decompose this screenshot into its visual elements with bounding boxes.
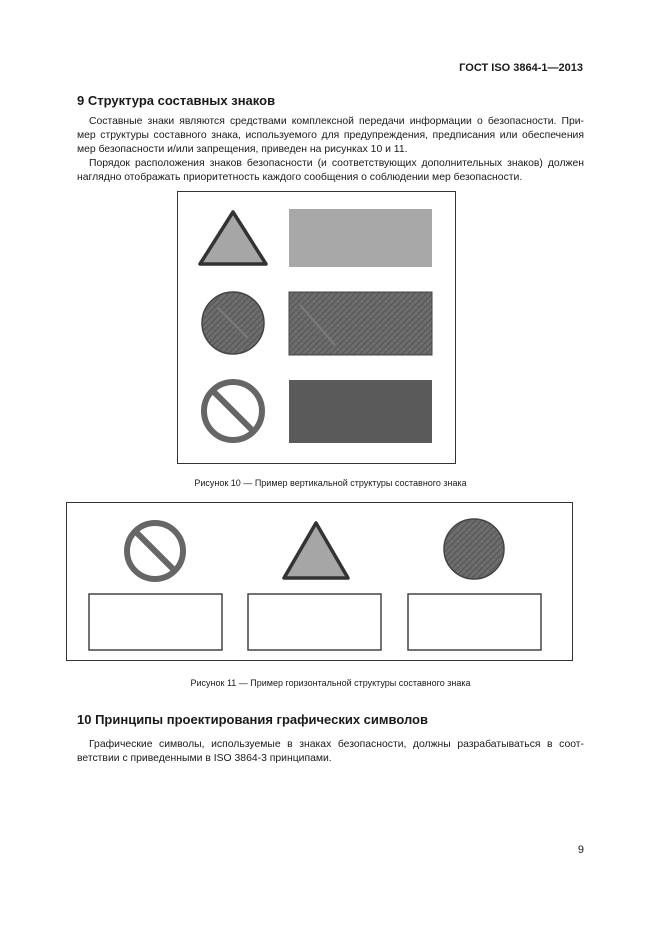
figure-10-caption: Рисунок 10 — Пример вертикальной структуры составного знака [194,478,467,488]
text-line: мер безопасности и/или запрещения, приведен на рисунках 10 и 11. [77,144,408,155]
text-line: наглядно отображать приоритетность каждого сообщения о соблюдении мер безопасности. [77,172,523,183]
section-9-title: 9 Структура составных знаков [77,93,276,108]
warning-triangle-icon [284,523,348,578]
section-10-paragraph [77,738,584,766]
text-line: Порядок расположения знаков безопасности (и соответствующих дополнительных знаков) должен [89,158,584,169]
text-line: ветствии с приведенными в ISO 3864-3 принципами. [77,753,332,764]
mandatory-circle-icon [444,519,504,579]
supplementary-panel-empty [248,594,381,650]
supplementary-panel-empty [408,594,541,650]
figure-11-caption: Рисунок 11 — Пример горизонтальной структуры составного знака [190,678,471,688]
text-line: Составные знаки являются средствами комплексной передачи информации о безопасности. При- [89,116,584,127]
section-10-title: 10 Принципы проектирования графических символов [77,712,428,727]
supplementary-panel-empty [89,594,222,650]
page-number: 9 [577,844,584,856]
text-line: Графические символы, используемые в знаках безопасности, должны разрабатываться в соот- [89,739,584,750]
text-line: мер структуры составного знака, используемого для предупреждения, предписания или обеспечения [77,130,584,141]
document-header: ГОСТ ISO 3864-1—2013 [459,62,583,74]
